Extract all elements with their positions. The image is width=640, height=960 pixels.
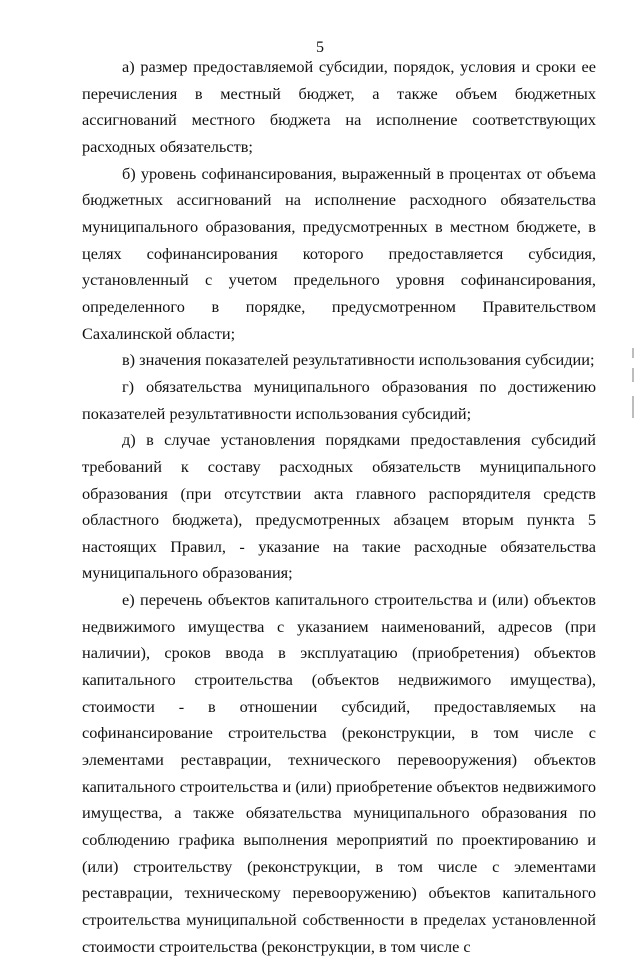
scan-edge-mark <box>632 348 634 358</box>
paragraph-d: д) в случае установления порядками предоставления субсидий требований к составу расходных обязательств муниципального образования (при отсутствии акта главного распорядителя средств областного бюджета), предусмотренных абзацем вторым пункта 5 настоящих Правил, - указание на такие расходные обязательства муниципального образования; <box>82 430 596 583</box>
paragraph-g: г) обязательства муниципального образования по достижению показателей результативности использования субсидий; <box>82 376 596 423</box>
paragraph-e: е) перечень объектов капитального строительства и (или) объектов недвижимого имущества с указанием наименований, адресов (при наличии), сроков ввода в эксплуатацию (приобретения) объектов капитального строительства (объектов недвижимого имущества), стоимости - в отношении субсидий, предоставляемых на софинансирование строительства (реконструкции, в том числе с элементами реставрации, технического перевооружения) объектов капитального строительства и (или) приобретение объектов недвижимого имущества, а также обязательства муниципального образования по соблюдению графика выполнения мероприятий по проектированию и (или) строительству (реконструкции, в том числе с элементами реставрации, техническому перевооружению) объектов капитального строительства муниципальной собственности в пределах установленной стоимости строительства (реконструкции, в том числе с <box>82 590 596 956</box>
scan-edge-mark <box>632 368 634 382</box>
scan-edge-mark <box>632 396 634 418</box>
paragraph-a: а) размер предоставляемой субсидии, порядок, условия и сроки ее перечисления в местный бюджет, а также объем бюджетных ассигнований местного бюджета на исполнение соответствующих расходных обязательств; <box>82 57 596 156</box>
paragraph-b: б) уровень софинансирования, выраженный в процентах от объема бюджетных ассигнований на исполнение расходного обязательства муниципального образования, предусмотренных в местном бюджете, в целях софинансирования которого предоставляется субсидия, установленный с учетом предельного уровня софинансирования, определенного в порядке, предусмотренном Правительством Сахалинской области; <box>82 163 596 343</box>
paragraph-v: в) значения показателей результативности использования субсидии; <box>122 350 595 370</box>
page-number: 5 <box>316 39 324 56</box>
document-body <box>82 54 596 960</box>
